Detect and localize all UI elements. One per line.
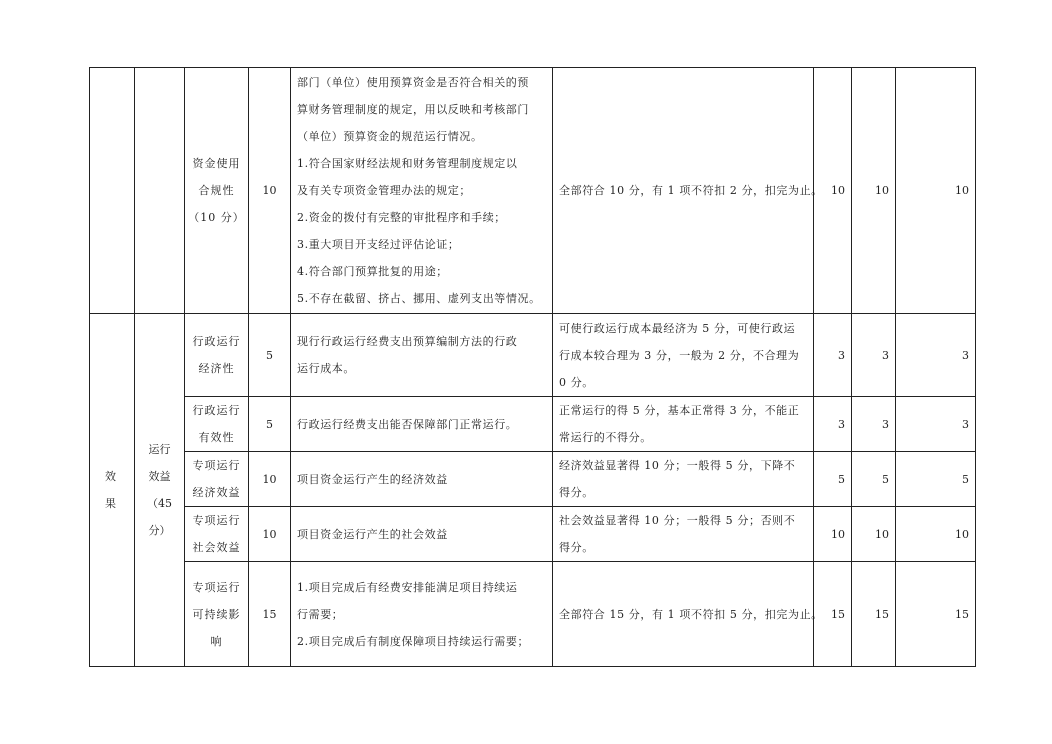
scoring-criteria bbox=[553, 507, 814, 562]
text-line: 部门（单位）使用预算资金是否符合相关的预 bbox=[297, 76, 529, 89]
text-line: 项目资金运行产生的经济效益 bbox=[297, 472, 448, 486]
text-line: 及有关专项资金管理办法的规定； bbox=[297, 184, 471, 197]
text-line: 社会效益 bbox=[192, 541, 241, 554]
text-line: 得分。 bbox=[559, 541, 594, 554]
text-line: 2.项目完成后有制度保障项目持续运行需要； bbox=[297, 634, 530, 648]
text-line: 常运行的不得分。 bbox=[559, 431, 652, 444]
text-line: 4.符合部门预算批复的用途； bbox=[297, 265, 448, 278]
text-line: 全部符合 15 分，有 1 项不符扣 5 分，扣完为止。 bbox=[559, 607, 823, 621]
text-line: 行政运行经费支出能否保障部门正常运行。 bbox=[297, 417, 518, 431]
indicator-weight: 5 bbox=[249, 397, 291, 452]
text-line: 1.项目完成后有经费安排能满足项目持续运 bbox=[297, 580, 518, 594]
text-line: 项目资金运行产生的社会效益 bbox=[297, 527, 448, 541]
indicator-weight: 15 bbox=[249, 562, 291, 667]
table-row bbox=[90, 397, 976, 452]
indicator-weight: 10 bbox=[249, 507, 291, 562]
text-line: 3.重大项目开支经过评估论证； bbox=[297, 238, 460, 251]
text-line: 经济效益显著得 10 分；一般得 5 分，下降不 bbox=[559, 459, 796, 472]
text-line: 分） bbox=[148, 524, 171, 537]
score-value: 15 bbox=[814, 562, 852, 667]
indicator-description bbox=[291, 397, 553, 452]
table-row bbox=[90, 452, 976, 507]
table-body bbox=[90, 68, 976, 667]
text-line: 1.符合国家财经法规和财务管理制度规定以 bbox=[297, 157, 518, 170]
score-value: 10 bbox=[814, 507, 852, 562]
score-value: 15 bbox=[852, 562, 896, 667]
indicator-description bbox=[291, 562, 553, 667]
text-line: 专项运行 bbox=[192, 459, 241, 472]
text-line: 5.不存在截留、挤占、挪用、虚列支出等情况。 bbox=[297, 292, 541, 305]
indicator-label bbox=[185, 68, 249, 314]
score-value: 3 bbox=[896, 397, 976, 452]
scoring-criteria bbox=[553, 562, 823, 667]
score-value: 10 bbox=[814, 68, 852, 314]
text-line: 有效性 bbox=[198, 431, 235, 444]
text-line: 0 分。 bbox=[559, 375, 594, 389]
indicator-description bbox=[291, 507, 553, 562]
indicator-weight: 5 bbox=[249, 314, 291, 397]
table-row bbox=[90, 562, 976, 667]
text-line: 果 bbox=[105, 497, 119, 510]
text-line: 合规性 bbox=[198, 184, 235, 197]
text-line: 现行行政运行经费支出预算编制方法的行政 bbox=[297, 335, 518, 348]
indicator-label bbox=[185, 452, 249, 507]
score-value: 10 bbox=[896, 507, 976, 562]
score-value: 10 bbox=[852, 68, 896, 314]
scoring-criteria bbox=[553, 68, 823, 314]
text-line: 专项运行 bbox=[192, 580, 241, 594]
score-value: 10 bbox=[896, 68, 976, 314]
text-line: 效 bbox=[105, 470, 119, 483]
indicator-description bbox=[291, 314, 553, 397]
text-line: 得分。 bbox=[559, 486, 594, 499]
indicator-description bbox=[291, 452, 553, 507]
text-line: 资金使用 bbox=[192, 157, 241, 170]
text-line: 算财务管理制度的规定，用以反映和考核部门 bbox=[297, 103, 529, 116]
indicator-label bbox=[185, 562, 249, 667]
text-line: 可持续影 bbox=[192, 607, 241, 621]
evaluation-table bbox=[89, 67, 976, 667]
text-line: 响 bbox=[210, 634, 223, 648]
text-line: 经济效益 bbox=[192, 486, 241, 499]
text-line: 2.资金的拨付有完整的审批程序和手续； bbox=[297, 211, 506, 224]
score-value: 3 bbox=[814, 397, 852, 452]
score-value: 10 bbox=[852, 507, 896, 562]
table-row bbox=[90, 507, 976, 562]
text-line: 专项运行 bbox=[192, 514, 241, 527]
table-row bbox=[90, 314, 976, 397]
score-value: 5 bbox=[896, 452, 976, 507]
text-line: （单位）预算资金的规范运行情况。 bbox=[297, 130, 483, 143]
text-line: 运行 bbox=[148, 443, 171, 456]
indicator-weight: 10 bbox=[249, 452, 291, 507]
score-value: 5 bbox=[852, 452, 896, 507]
indicator-description bbox=[291, 68, 553, 314]
score-value: 3 bbox=[852, 397, 896, 452]
score-value: 5 bbox=[814, 452, 852, 507]
text-line: 行政运行 bbox=[192, 404, 241, 417]
score-value: 3 bbox=[814, 314, 852, 397]
text-line: 行政运行 bbox=[192, 335, 241, 348]
text-line: （10 分） bbox=[188, 211, 245, 224]
level1-cell-effect bbox=[90, 314, 135, 667]
level1-cell-empty bbox=[90, 68, 135, 314]
scoring-criteria bbox=[553, 452, 814, 507]
indicator-label bbox=[185, 507, 249, 562]
text-line: 可使行政运行成本最经济为 5 分，可使行政运 bbox=[559, 321, 796, 335]
score-value: 15 bbox=[896, 562, 976, 667]
score-value: 3 bbox=[896, 314, 976, 397]
score-value: 3 bbox=[852, 314, 896, 397]
text-line: 全部符合 10 分，有 1 项不符扣 2 分，扣完为止。 bbox=[559, 184, 823, 197]
level2-cell-empty bbox=[135, 68, 185, 314]
text-line: （45 bbox=[147, 497, 172, 510]
scoring-criteria bbox=[553, 314, 814, 397]
text-line: 正常运行的得 5 分，基本正常得 3 分，不能正 bbox=[559, 404, 800, 417]
text-line: 行需要； bbox=[297, 607, 344, 621]
text-line: 经济性 bbox=[198, 362, 235, 375]
table-row bbox=[90, 68, 976, 314]
text-line: 社会效益显著得 10 分；一般得 5 分；否则不 bbox=[559, 514, 796, 527]
indicator-label bbox=[185, 314, 249, 397]
text-line: 运行成本。 bbox=[297, 362, 355, 375]
indicator-weight: 10 bbox=[249, 68, 291, 314]
text-line: 行成本较合理为 3 分，一般为 2 分，不合理为 bbox=[559, 348, 800, 362]
text-line: 效益 bbox=[148, 470, 171, 483]
scoring-criteria bbox=[553, 397, 814, 452]
indicator-label bbox=[185, 397, 249, 452]
level2-cell-operation-benefit bbox=[135, 314, 185, 667]
